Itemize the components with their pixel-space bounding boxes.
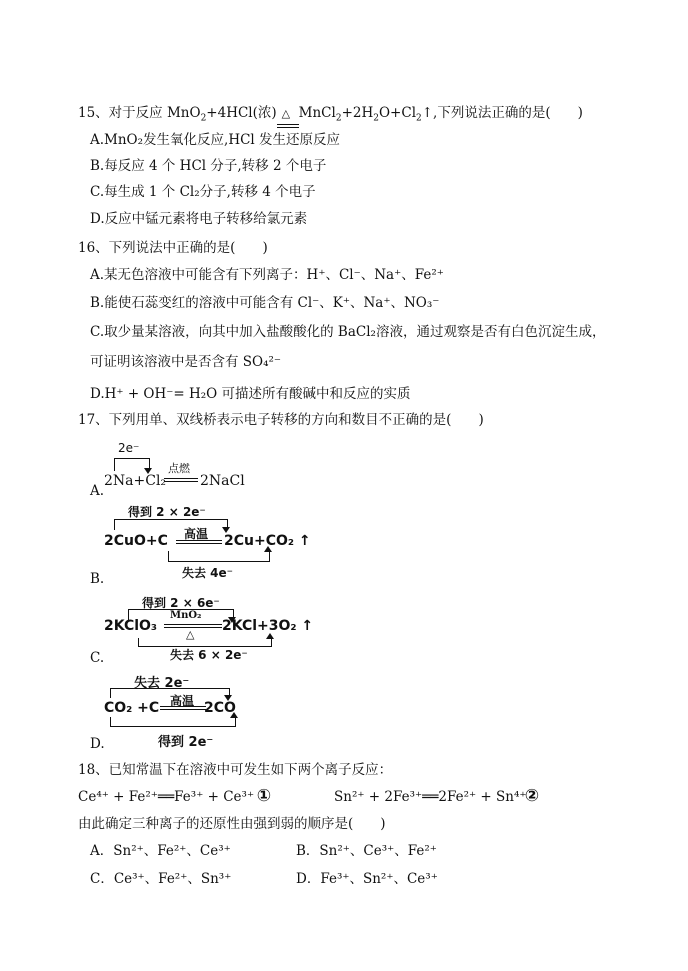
q18-option-a: A．Sn²⁺、Fe²⁺、Ce³⁺ [90,843,231,859]
q17a-label: A. [90,483,105,499]
q17b-bottom-label: 失去 4e⁻ [182,566,234,580]
q17-stem: 17、下列用单、双线桥表示电子转移的方向和数目不正确的是( ) [78,412,484,428]
q16-option-c-line2: 可证明该溶液中是否含有 SO₄²⁻ [90,354,282,370]
q17c-bottom-arrow [266,633,274,639]
q18-reaction-1-number [256,788,272,806]
double-line [277,124,299,128]
q15-stem-part1: 15、对于反应 MnO [78,105,201,121]
q17b-bottom-arrow [264,546,272,552]
q16-option-b: B.能使石蕊变红的溶液中可能含有 Cl⁻、K⁺、Na⁺、NO₃⁻ [90,295,440,311]
q18-reaction-1-text: Ce⁴⁺ + Fe²⁺══Fe³⁺ + Ce³⁺ [78,789,255,805]
sub: 2 [373,113,379,124]
q17a-equals [164,478,198,482]
q17b-lhs: 2CuO+C [104,533,168,549]
q16-stem: 16、下列说法中正确的是( ) [78,240,268,256]
q17a-condition: 点燃 [168,462,190,475]
q18-option-c: C．Ce³⁺、Fe²⁺、Sn³⁺ [90,871,232,887]
q18-stem: 18、已知常温下在溶液中可发生如下两个离子反应： [78,762,393,778]
q15-stem-part3: MnCl [298,105,336,121]
q15-stem-part5: O+Cl [378,105,417,121]
sub: 2 [200,113,207,124]
q17b-label: B. [90,571,105,587]
q17a-lhs: 2Na+Cl₂ [104,473,167,489]
q15-option-b: B.每反应 4 个 HCl 分子,转移 2 个电子 [90,158,327,174]
q17d-bottom-bridge [110,717,236,727]
circled-number-2: ② [524,786,540,806]
q17c-label: C. [90,650,105,666]
q15-option-c: C.每生成 1 个 Cl₂分子,转移 4 个电子 [90,184,316,200]
q17b-condition: 高温 [184,527,209,541]
q17b-bottom-bridge [168,551,270,562]
q17b-top-label: 得到 2 × 2e⁻ [128,505,206,519]
q17a-electron-label: 2e⁻ [118,441,140,455]
q17d-condition: 高温 [170,694,195,708]
q17b-rhs: 2Cu+CO₂ ↑ [224,533,311,549]
q18-reaction-2: Sn²⁺ + 2Fe³⁺══2Fe²⁺ + Sn⁴⁺ [334,789,527,805]
q15-option-a: A.MnO₂发生氧化反应,HCl 发生还原反应 [90,132,341,148]
q17d-equals [160,706,206,710]
q17d-lhs: CO₂ +C [104,700,160,716]
q15-option-d: D.反应中锰元素将电子转移给氯元素 [90,211,308,227]
heat-symbol: △ [281,107,291,120]
q17d-label: D. [90,736,105,752]
q15-stem-part6: ↑,下列说法正确的是( ) [421,105,583,121]
q18-option-b: B．Sn²⁺、Ce³⁺、Fe²⁺ [296,843,437,859]
q16-option-a: A.某无色溶液中可能含有下列离子：H⁺、Cl⁻、Na⁺、Fe²⁺ [90,267,444,283]
q18-ask: 由此确定三种离子的还原性由强到弱的顺序是( ) [78,816,386,832]
q16-option-d: D.H⁺ + OH⁻= H₂O 可描述所有酸碱中和反应的实质 [90,386,411,402]
q17d-bottom-label: 得到 2e⁻ [158,735,214,750]
q18-reaction-2-number [524,788,540,806]
q17c-cond-bottom: △ [186,628,195,641]
q17c-bottom-label: 失去 6 × 2e⁻ [170,648,248,662]
q17c-top-label: 得到 2 × 6e⁻ [142,596,220,610]
q17d-top-label: 失去 2e⁻ [134,676,190,691]
circled-number-1: ① [256,786,272,806]
q18-reaction-1 [78,788,254,806]
q17c-cond-top: MnO₂ [170,610,202,621]
q15-stem-part4: +2H [341,105,374,121]
q17a-rhs: 2NaCl [200,473,245,489]
q15-stem-part2: +4HCl(浓) [206,105,277,121]
sub: 2 [335,113,342,124]
sub: 2 [416,113,422,124]
q17b-equals [176,540,222,544]
q16-option-c-line1: C.取少量某溶液，向其中加入盐酸酸化的 BaCl₂溶液，通过观察是否有白色沉淀生成， [90,324,606,340]
q18-option-d: D．Fe³⁺、Sn²⁺、Ce³⁺ [296,871,438,887]
q17d-bottom-arrow [230,712,238,718]
q17c-lhs: 2KClO₃ [104,618,158,634]
q17c-rhs: 2KCl+3O₂ ↑ [222,618,314,634]
q15-stem [78,104,583,122]
q17d-rhs: 2CO [204,700,236,716]
q17b-top-bridge [114,519,228,530]
